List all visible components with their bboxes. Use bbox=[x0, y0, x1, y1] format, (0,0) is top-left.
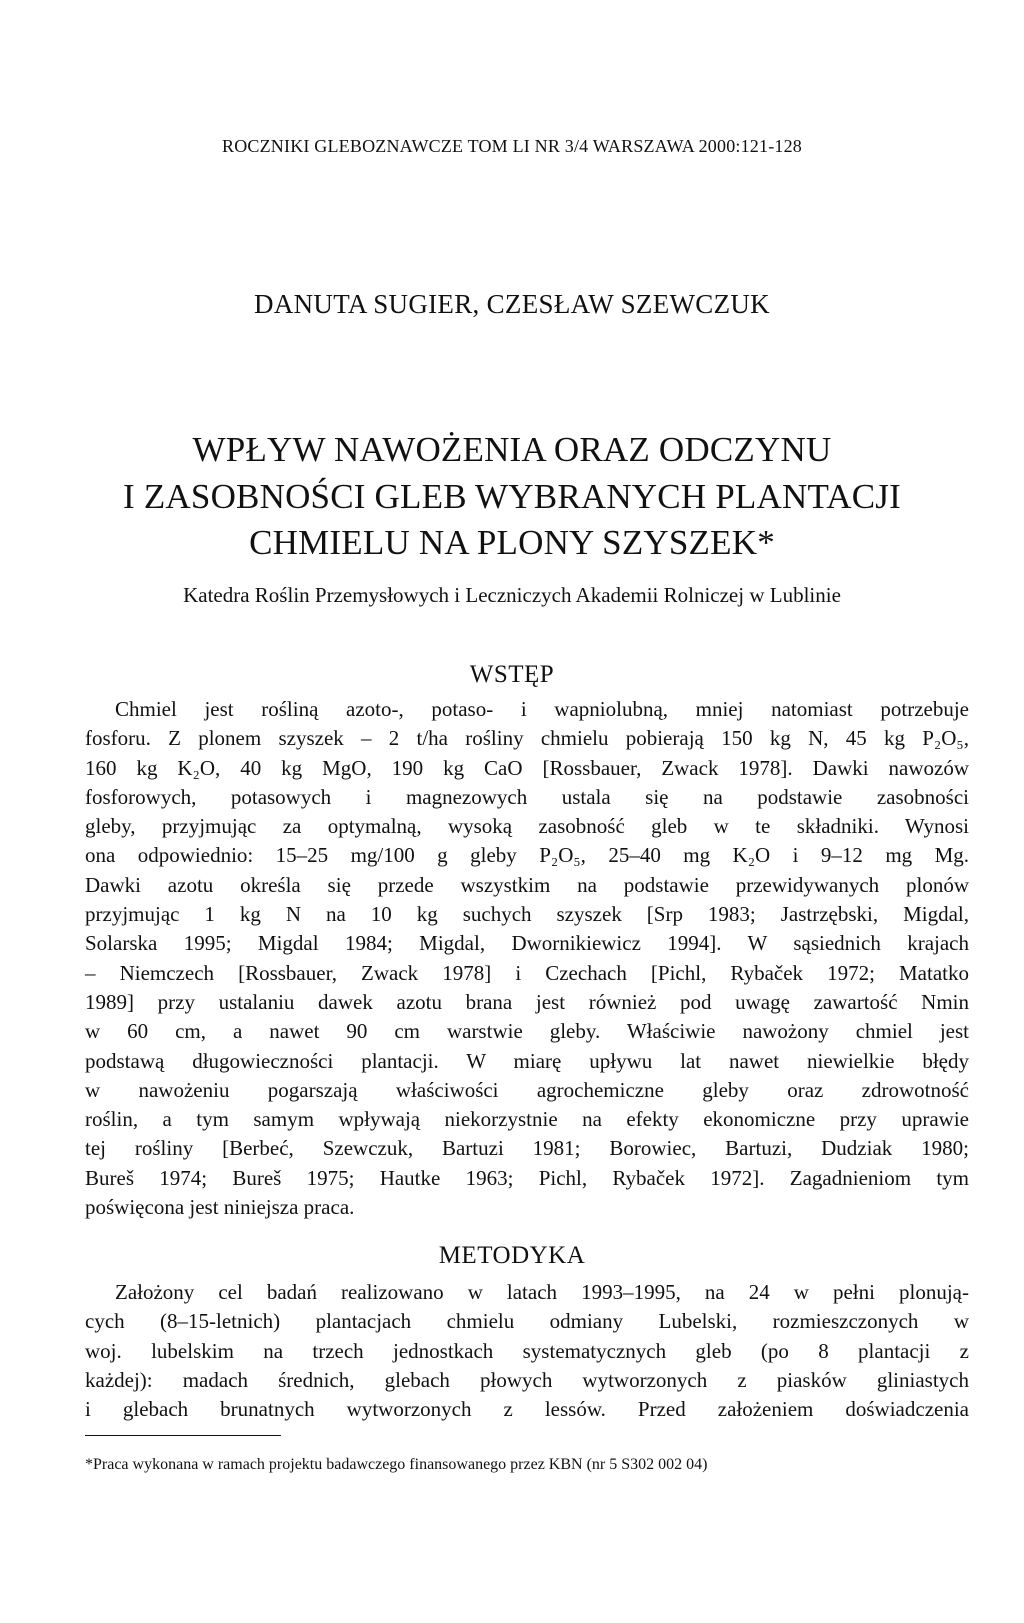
article-title-line-3: CHMIELU NA PLONY SZYSZEK* bbox=[249, 523, 775, 562]
text-line: gleby, przyjmując za optymalną, wysoką zasobność gleb w te składniki. Wynosi bbox=[85, 814, 969, 839]
text-line: przyjmując 1 kg N na 10 kg suchych szyszek [Srp 1983; Jastrzębski, Migdal, bbox=[85, 902, 969, 927]
text-line: Dawki azotu określa się przede wszystkim na podstawie przewidywanych plonów bbox=[85, 872, 969, 897]
text-line: – Niemczech [Rossbauer, Zwack 1978] i Czechach [Pichl, Rybaček 1972; Matatko bbox=[85, 960, 969, 985]
footnote: *Praca wykonana w ramach projektu badawczego finansowanego przez KBN (nr 5 S302 002 04) bbox=[85, 1456, 708, 1473]
article-title-line-1: WPŁYW NAWOŻENIA ORAZ ODCZYNU bbox=[192, 430, 832, 469]
text-line: Solarska 1995; Migdal 1984; Migdal, Dwornikiewicz 1994]. W sąsiednich krajach bbox=[85, 931, 969, 956]
affiliation: Katedra Roślin Przemysłowych i Leczniczych Akademii Rolniczej w Lublinie bbox=[183, 583, 841, 607]
article-title-line-2: I ZASOBNOŚCI GLEB WYBRANYCH PLANTACJI bbox=[123, 477, 901, 516]
text-line: podstawą długowieczności plantacji. W miarę upływu lat nawet niewielkie błędy bbox=[85, 1048, 969, 1073]
text-line: i glebach brunatnych wytworzonych z lessów. Przed założeniem doświadczenia bbox=[85, 1397, 969, 1422]
text-line: fosforu. Z plonem szyszek – 2 t/ha rośliny chmielu pobierają 150 kg N, 45 kg P₂O₅, bbox=[85, 726, 969, 751]
footnote-divider bbox=[85, 1435, 281, 1436]
text-line: cych (8–15-letnich) plantacjach chmielu odmiany Lubelski, rozmieszczonych w bbox=[85, 1309, 969, 1334]
text-line: fosforowych, potasowych i magnezowych ustala się na podstawie zasobności bbox=[85, 784, 969, 809]
text-line: Bureš 1974; Bureš 1975; Hautke 1963; Pichl, Rybaček 1972]. Zagadnieniom tym bbox=[85, 1165, 969, 1190]
text-line: 160 kg K₂O, 40 kg MgO, 190 kg CaO [Rossbauer, Zwack 1978]. Dawki nawozów bbox=[85, 755, 969, 780]
methods-body bbox=[85, 1278, 969, 1424]
text-line: w nawożeniu pogarszają właściwości agrochemiczne gleby oraz zdrowotność bbox=[85, 1077, 969, 1102]
section-heading-methods: METODYKA bbox=[438, 1242, 586, 1269]
introduction-body bbox=[85, 695, 969, 1222]
text-line: każdej): madach średnich, glebach płowych wytworzonych z piasków gliniastych bbox=[85, 1367, 969, 1392]
authors: DANUTA SUGIER, CZESŁAW SZEWCZUK bbox=[254, 289, 770, 319]
text-line: Założony cel badań realizowano w latach 1993–1995, na 24 w pełni plonują- bbox=[115, 1280, 969, 1304]
text-line: Chmiel jest rośliną azoto-, potaso- i wapniolubną, mniej natomiast potrzebuje bbox=[115, 697, 969, 721]
text-line: w 60 cm, a nawet 90 cm warstwie gleby. Właściwie nawożony chmiel jest bbox=[85, 1019, 969, 1044]
text-line: ona odpowiednio: 15–25 mg/100 g gleby P₂O₅, 25–40 mg K₂O i 9–12 mg Mg. bbox=[85, 843, 969, 868]
text-line: tej rośliny [Berbeć, Szewczuk, Bartuzi 1981; Borowiec, Bartuzi, Dudziak 1980; bbox=[85, 1136, 969, 1161]
text-line: poświęcona jest niniejsza praca. bbox=[85, 1195, 355, 1220]
text-line: 1989] przy ustalaniu dawek azotu brana jest również pod uwagę zawartość Nmin bbox=[85, 989, 969, 1014]
text-line: woj. lubelskim na trzech jednostkach systematycznych gleb (po 8 plantacji z bbox=[85, 1338, 969, 1363]
section-heading-introduction: WSTĘP bbox=[469, 661, 555, 688]
journal-header: ROCZNIKI GLEBOZNAWCZE TOM LI NR 3/4 WARSZAWA 2000:121-128 bbox=[222, 136, 802, 156]
text-line: roślin, a tym samym wpływają niekorzystnie na efekty ekonomiczne przy uprawie bbox=[85, 1107, 969, 1132]
